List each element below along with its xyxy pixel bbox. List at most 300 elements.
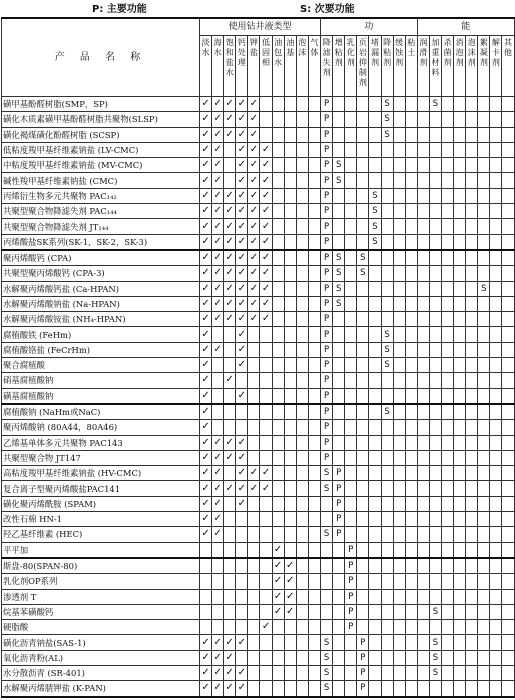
empty-cell (417, 97, 429, 112)
check-mark-cell: ✓ (212, 173, 224, 188)
empty-cell (308, 620, 320, 635)
empty-cell (502, 542, 514, 558)
empty-cell (284, 388, 296, 404)
check-mark-cell: ✓ (200, 250, 212, 266)
check-mark-cell: ✓ (260, 158, 272, 173)
table-row (2, 466, 515, 481)
empty-cell (333, 435, 345, 450)
check-mark-cell: ✓ (212, 142, 224, 157)
check-mark-cell: ✓ (212, 266, 224, 281)
empty-cell (478, 527, 490, 542)
empty-cell (212, 604, 224, 619)
check-mark-cell: ✓ (260, 620, 272, 635)
empty-cell (502, 589, 514, 604)
empty-cell (369, 173, 381, 188)
product-name-cell: 水解聚丙烯酸铵盐 (NH₄-HPAN) (2, 312, 200, 327)
empty-cell (345, 650, 357, 665)
check-mark-cell: ✓ (248, 173, 260, 188)
empty-cell (296, 635, 308, 650)
empty-cell (272, 496, 284, 511)
empty-cell (248, 496, 260, 511)
check-mark-cell: ✓ (200, 127, 212, 142)
empty-cell (466, 589, 478, 604)
empty-cell (502, 158, 514, 173)
empty-cell (260, 420, 272, 435)
empty-cell (284, 327, 296, 342)
product-name-cell: 斯盘-80(SPAN-80) (2, 558, 200, 574)
check-mark-cell: ✓ (212, 188, 224, 203)
empty-cell (333, 542, 345, 558)
empty-cell (490, 558, 502, 574)
column-header-label: 降粘剂 (383, 38, 392, 67)
empty-cell (308, 635, 320, 650)
empty-cell (296, 650, 308, 665)
empty-cell (393, 450, 405, 465)
empty-cell (466, 681, 478, 697)
empty-cell (260, 450, 272, 465)
empty-cell (442, 142, 454, 157)
empty-cell (369, 681, 381, 697)
function-mark-cell: S (321, 527, 333, 542)
function-mark-cell: S (381, 404, 393, 420)
empty-cell (260, 635, 272, 650)
empty-cell (308, 97, 320, 112)
empty-cell (369, 589, 381, 604)
empty-cell (490, 342, 502, 357)
check-mark-cell: ✓ (200, 188, 212, 203)
product-name-cell: 聚合腐植酸 (2, 358, 200, 373)
column-header-label: 润滑剂 (419, 38, 428, 67)
empty-cell (454, 296, 466, 311)
table-row (2, 388, 515, 404)
empty-cell (296, 404, 308, 420)
empty-cell (393, 342, 405, 357)
check-mark-cell: ✓ (248, 281, 260, 296)
empty-cell (502, 358, 514, 373)
empty-cell (284, 127, 296, 142)
check-mark-cell: ✓ (212, 250, 224, 266)
empty-cell (296, 574, 308, 589)
empty-cell (333, 388, 345, 404)
empty-cell (405, 358, 417, 373)
empty-cell (490, 204, 502, 219)
empty-cell (454, 281, 466, 296)
check-mark-cell: ✓ (236, 496, 248, 511)
empty-cell (272, 112, 284, 127)
column-header (393, 36, 405, 97)
empty-cell (454, 574, 466, 589)
table-row (2, 373, 515, 388)
empty-cell (417, 312, 429, 327)
empty-cell (381, 665, 393, 680)
empty-cell (502, 173, 514, 188)
empty-cell (502, 266, 514, 281)
function-mark-cell: P (321, 281, 333, 296)
empty-cell (308, 420, 320, 435)
empty-cell (260, 112, 272, 127)
empty-cell (345, 158, 357, 173)
check-mark-cell: ✓ (224, 481, 236, 496)
function-mark-cell: P (321, 342, 333, 357)
empty-cell (345, 219, 357, 234)
empty-cell (272, 312, 284, 327)
empty-cell (490, 512, 502, 527)
empty-cell (454, 112, 466, 127)
empty-cell (369, 620, 381, 635)
empty-cell (296, 281, 308, 296)
function-mark-cell: S (357, 266, 369, 281)
check-mark-cell: ✓ (236, 266, 248, 281)
empty-cell (490, 681, 502, 697)
empty-cell (345, 635, 357, 650)
empty-cell (490, 589, 502, 604)
empty-cell (284, 481, 296, 496)
check-mark-cell: ✓ (284, 574, 296, 589)
check-mark-cell: ✓ (248, 234, 260, 250)
empty-cell (442, 589, 454, 604)
function-mark-cell: S (369, 234, 381, 250)
empty-cell (296, 589, 308, 604)
empty-cell (308, 512, 320, 527)
function-mark-cell: P (321, 327, 333, 342)
empty-cell (236, 373, 248, 388)
function-mark-cell: S (429, 604, 441, 619)
product-name-cell: 腐植酸铬盐 (FeCrHm) (2, 342, 200, 357)
empty-cell (490, 620, 502, 635)
check-mark-cell: ✓ (224, 112, 236, 127)
empty-cell (284, 204, 296, 219)
empty-cell (260, 97, 272, 112)
empty-cell (417, 404, 429, 420)
empty-cell (357, 296, 369, 311)
empty-cell (248, 635, 260, 650)
empty-cell (405, 266, 417, 281)
empty-cell (260, 404, 272, 420)
check-mark-cell: ✓ (260, 296, 272, 311)
empty-cell (224, 142, 236, 157)
product-name-cell: 氧化沥青粉(AL) (2, 650, 200, 665)
empty-cell (345, 327, 357, 342)
empty-cell (466, 496, 478, 511)
empty-cell (417, 512, 429, 527)
check-mark-cell: ✓ (272, 542, 284, 558)
empty-cell (345, 142, 357, 157)
table-row (2, 558, 515, 574)
empty-cell (417, 589, 429, 604)
empty-cell (357, 620, 369, 635)
empty-cell (357, 388, 369, 404)
product-name-cell: 水解聚丙烯酸钠盐 (Na-HPAN) (2, 296, 200, 311)
empty-cell (442, 97, 454, 112)
check-mark-cell: ✓ (212, 681, 224, 697)
column-header-label: 低固相 (262, 38, 271, 67)
check-mark-cell: ✓ (284, 589, 296, 604)
product-name-cell: 水解聚丙烯腈钾盐 (K-PAN) (2, 681, 200, 697)
empty-cell (466, 620, 478, 635)
function-mark-cell: S (321, 650, 333, 665)
empty-cell (381, 373, 393, 388)
table-row (2, 234, 515, 250)
column-header-label: 钙处理 (237, 38, 246, 67)
empty-cell (212, 404, 224, 420)
empty-cell (296, 204, 308, 219)
empty-cell (417, 373, 429, 388)
empty-cell (381, 204, 393, 219)
empty-cell (417, 342, 429, 357)
empty-cell (478, 604, 490, 619)
column-header-label: 增粘剂 (334, 38, 343, 67)
empty-cell (333, 234, 345, 250)
column-header-label: 杀菌剂 (443, 38, 452, 67)
table-row (2, 188, 515, 203)
empty-cell (369, 142, 381, 157)
empty-cell (200, 604, 212, 619)
empty-cell (381, 681, 393, 697)
empty-cell (345, 97, 357, 112)
empty-cell (296, 219, 308, 234)
check-mark-cell: ✓ (260, 281, 272, 296)
check-mark-cell: ✓ (224, 250, 236, 266)
empty-cell (284, 435, 296, 450)
empty-cell (272, 142, 284, 157)
function-mark-cell: S (333, 250, 345, 266)
product-name-cell: 磺基腐植酸钠 (2, 388, 200, 404)
empty-cell (248, 388, 260, 404)
empty-cell (478, 435, 490, 450)
empty-cell (417, 650, 429, 665)
check-mark-cell: ✓ (236, 234, 248, 250)
empty-cell (381, 620, 393, 635)
column-header-label: 絮凝剂 (479, 38, 488, 67)
empty-cell (296, 250, 308, 266)
empty-cell (417, 420, 429, 435)
empty-cell (490, 127, 502, 142)
empty-cell (490, 388, 502, 404)
table-row (2, 620, 515, 635)
empty-cell (369, 558, 381, 574)
function-mark-cell: P (333, 496, 345, 511)
empty-cell (442, 312, 454, 327)
empty-cell (393, 204, 405, 219)
empty-cell (466, 574, 478, 589)
empty-cell (369, 635, 381, 650)
function-mark-cell: P (345, 542, 357, 558)
empty-cell (308, 496, 320, 511)
empty-cell (442, 527, 454, 542)
empty-cell (345, 373, 357, 388)
empty-cell (466, 512, 478, 527)
empty-cell (381, 296, 393, 311)
empty-cell (466, 404, 478, 420)
empty-cell (224, 466, 236, 481)
function-mark-cell: P (321, 296, 333, 311)
empty-cell (260, 527, 272, 542)
empty-cell (442, 620, 454, 635)
empty-cell (272, 358, 284, 373)
check-mark-cell: ✓ (224, 219, 236, 234)
empty-cell (248, 620, 260, 635)
table-row (2, 496, 515, 511)
empty-cell (429, 188, 441, 203)
empty-cell (345, 466, 357, 481)
empty-cell (429, 512, 441, 527)
empty-cell (308, 188, 320, 203)
empty-cell (357, 420, 369, 435)
empty-cell (417, 681, 429, 697)
empty-cell (393, 512, 405, 527)
empty-cell (478, 358, 490, 373)
empty-cell (369, 466, 381, 481)
check-mark-cell: ✓ (260, 234, 272, 250)
empty-cell (260, 496, 272, 511)
empty-cell (224, 420, 236, 435)
check-mark-cell: ✓ (200, 435, 212, 450)
check-mark-cell: ✓ (200, 97, 212, 112)
empty-cell (248, 373, 260, 388)
empty-cell (333, 558, 345, 574)
table-row (2, 158, 515, 173)
check-mark-cell: ✓ (212, 296, 224, 311)
empty-cell (333, 574, 345, 589)
empty-cell (478, 404, 490, 420)
empty-cell (284, 635, 296, 650)
empty-cell (308, 574, 320, 589)
column-header-label: 泡沫剂 (467, 38, 476, 67)
empty-cell (393, 542, 405, 558)
empty-cell (284, 496, 296, 511)
empty-cell (490, 527, 502, 542)
function-group-header: 功 (321, 18, 418, 36)
empty-cell (296, 373, 308, 388)
empty-cell (296, 342, 308, 357)
column-header (248, 36, 260, 97)
empty-cell (272, 620, 284, 635)
empty-cell (296, 435, 308, 450)
function-mark-cell: S (333, 296, 345, 311)
column-header (200, 36, 212, 97)
empty-cell (405, 97, 417, 112)
table-row (2, 420, 515, 435)
empty-cell (272, 327, 284, 342)
function-mark-cell: P (321, 219, 333, 234)
column-header-label: 钾盐 (249, 38, 258, 57)
empty-cell (466, 388, 478, 404)
empty-cell (308, 158, 320, 173)
empty-cell (357, 97, 369, 112)
empty-cell (357, 527, 369, 542)
empty-cell (478, 420, 490, 435)
empty-cell (466, 342, 478, 357)
empty-cell (381, 635, 393, 650)
empty-cell (405, 388, 417, 404)
empty-cell (308, 234, 320, 250)
table-row (2, 204, 515, 219)
empty-cell (442, 112, 454, 127)
column-header (417, 36, 429, 97)
check-mark-cell: ✓ (248, 158, 260, 173)
empty-cell (442, 558, 454, 574)
empty-cell (357, 127, 369, 142)
empty-cell (308, 312, 320, 327)
empty-cell (405, 404, 417, 420)
empty-cell (502, 466, 514, 481)
empty-cell (236, 574, 248, 589)
group-header-row (2, 18, 515, 36)
empty-cell (417, 173, 429, 188)
empty-cell (369, 312, 381, 327)
empty-cell (429, 527, 441, 542)
check-mark-cell: ✓ (236, 296, 248, 311)
empty-cell (260, 388, 272, 404)
empty-cell (466, 604, 478, 619)
product-name-cell: 平平加 (2, 542, 200, 558)
empty-cell (296, 266, 308, 281)
product-name-cell: 聚丙烯酸钠 (80A44，80A46) (2, 420, 200, 435)
empty-cell (260, 574, 272, 589)
empty-cell (466, 158, 478, 173)
empty-cell (369, 373, 381, 388)
column-header (502, 36, 514, 97)
empty-cell (454, 496, 466, 511)
check-mark-cell: ✓ (200, 527, 212, 542)
empty-cell (478, 234, 490, 250)
check-mark-cell: ✓ (248, 97, 260, 112)
empty-cell (260, 665, 272, 680)
check-mark-cell: ✓ (200, 219, 212, 234)
empty-cell (345, 481, 357, 496)
check-mark-cell: ✓ (200, 158, 212, 173)
empty-cell (490, 650, 502, 665)
empty-cell (429, 234, 441, 250)
empty-cell (442, 358, 454, 373)
empty-cell (478, 574, 490, 589)
column-header-label: 饱和盐水 (225, 38, 234, 77)
empty-cell (333, 420, 345, 435)
column-header-label: 堵漏剂 (370, 38, 379, 67)
product-name-cell: 高粘度羧甲基纤维素钠盐 (HV-CMC) (2, 466, 200, 481)
check-mark-cell: ✓ (248, 204, 260, 219)
empty-cell (490, 404, 502, 420)
empty-cell (466, 373, 478, 388)
empty-cell (454, 158, 466, 173)
empty-cell (478, 173, 490, 188)
empty-cell (212, 558, 224, 574)
table-row (2, 574, 515, 589)
empty-cell (308, 219, 320, 234)
empty-cell (466, 481, 478, 496)
empty-cell (417, 188, 429, 203)
function-mark-cell: S (478, 281, 490, 296)
empty-cell (272, 665, 284, 680)
empty-cell (308, 127, 320, 142)
empty-cell (405, 527, 417, 542)
check-mark-cell: ✓ (248, 250, 260, 266)
empty-cell (369, 481, 381, 496)
empty-cell (284, 665, 296, 680)
empty-cell (357, 188, 369, 203)
check-mark-cell: ✓ (224, 312, 236, 327)
empty-cell (442, 296, 454, 311)
column-header (212, 36, 224, 97)
empty-cell (429, 312, 441, 327)
column-header-label: 气体 (310, 38, 319, 57)
function-mark-cell: P (321, 312, 333, 327)
empty-cell (284, 219, 296, 234)
empty-cell (478, 373, 490, 388)
empty-cell (405, 420, 417, 435)
empty-cell (429, 574, 441, 589)
empty-cell (345, 404, 357, 420)
